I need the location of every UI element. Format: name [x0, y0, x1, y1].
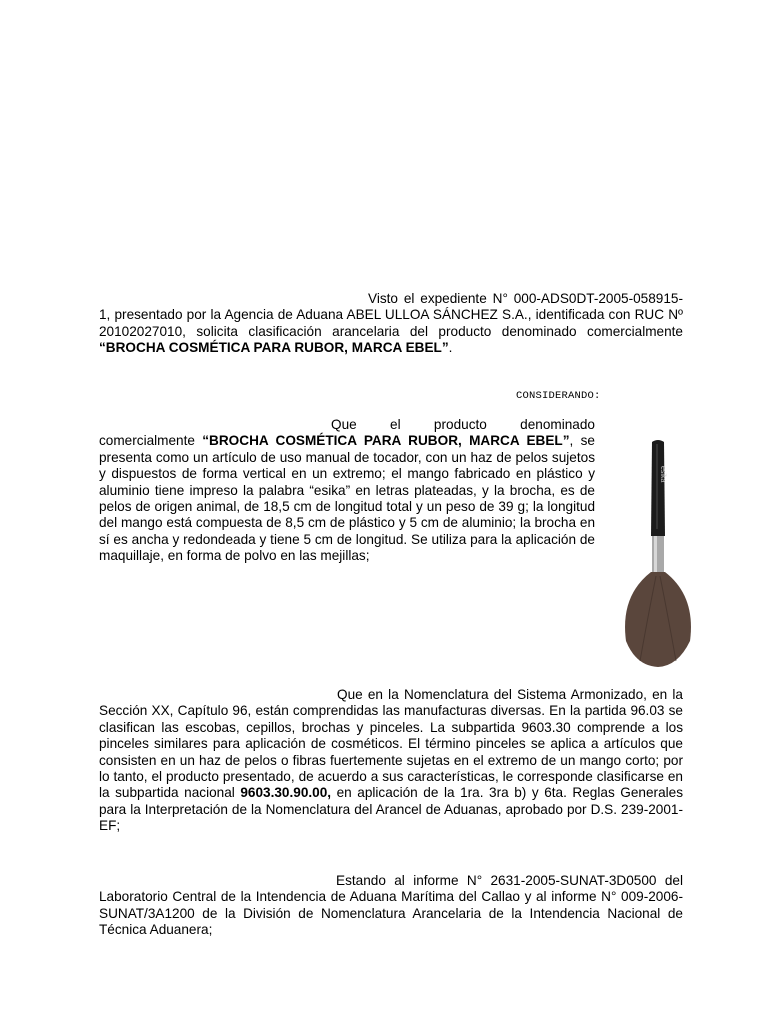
brush-photo	[618, 436, 698, 672]
nomenclatura-text-end: en aplicación de la 1ra. 3ra b) y 6ta. Reglas Generales para la Interpretación de la Nomenclatura del Arancel de Aduanas, aprobado por D.S. 239-2001-EF;	[99, 785, 684, 834]
informe-text: Estando al informe N° 2631-2005-SUNAT-3D0500 del Laboratorio Central de la Intendencia de Aduana Marítima del Callao y al informe N° 009-2006-SUNAT/3A1200 de la División de Nomenclatura Arancelaria de la Intendencia Nacional de Técnica Aduanera;	[99, 873, 683, 938]
nomenclatura-paragraph	[99, 687, 683, 835]
producto-paragraph	[99, 417, 683, 657]
visto-text: Visto el expediente N° 000-ADS0DT-2005-058915-1, presentado por la Agencia de Aduana ABEL ULLOA SÁNCHEZ S.A., identificada con RUC Nº 20102027010, solicita clasificación arancelaria del producto denominado comercialmente	[99, 291, 683, 339]
subpartida-code: 9603.30.90.00,	[240, 785, 332, 801]
visto-paragraph	[99, 291, 683, 357]
producto-product-name: “BROCHA COSMÉTICA PARA RUBOR, MARCA EBEL”	[202, 433, 570, 449]
considerando-heading: CONSIDERANDO:	[516, 390, 601, 402]
nomenclatura-text: Que en la Nomenclatura del Sistema Armonizado, en la Sección XX, Capítulo 96, están comprendidas las manufacturas diversas. En la partida 96.03 se clasifican las escobas, cepillos, brochas y pinceles. La subpartida 9603.30 comprende a los pinceles similares para aplicación de cosméticos. El término pinceles se aplica a artículos que consisten en un haz de pelos o fibras fuertemente sujetas en el extremo de un mango corto; por lo tanto, el producto presentado, de acuerdo a sus características, le corresponde clasificarse en la subpartida nacional	[99, 687, 683, 801]
visto-text-end: .	[448, 340, 453, 356]
brush-ferrule	[652, 536, 664, 572]
informe-paragraph	[99, 873, 683, 939]
handle-print: esika	[659, 466, 666, 483]
producto-description: , se presenta como un artículo de uso manual de tocador, con un haz de pelos sujetos y dispuestos de forma vertical en un extremo; el mango fabricado en plástico y aluminio tiene impreso la palabra “esika” en letras plateadas, y la brocha, es de pelos de origen animal, de 18,5 cm de longitud total y un peso de 39 g; la longitud del mango está compuesta de 8,5 cm de plástico y 5 cm de aluminio; la brocha en sí es ancha y redondeada y tiene 5 cm de longitud. Se utiliza para la aplicación de maquillaje, en forma de polvo en las mejillas;	[99, 433, 595, 564]
producto-intro: Que el producto denominado comercialmente	[99, 417, 595, 449]
visto-product-name: “BROCHA COSMÉTICA PARA RUBOR, MARCA EBEL”	[99, 340, 449, 356]
